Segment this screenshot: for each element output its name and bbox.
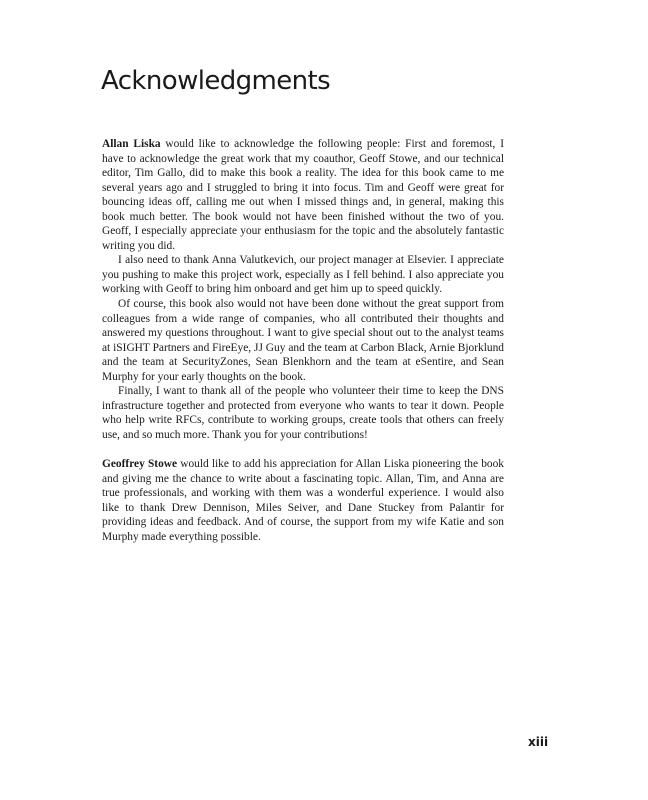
section-spacer <box>102 442 504 457</box>
paragraph <box>102 457 504 544</box>
acknowledgments-body <box>102 137 504 544</box>
paragraph: Finally, I want to thank all of the people who volunteer their time to keep the DNS infrastructure together and protected from everyone who wants to tear it down. People who help write RFCs, contribute to working groups, create tools that others can freely use, and so much more. Thank you for your contributions! <box>102 385 504 441</box>
paragraph-text: would like to add his appreciation for Allan Liska pioneering the book and giving me the chance to write about a fascinating topic. Allan, Tim, and Anna are true professionals, and working with them was a wonderful experience. I would also like to thank Drew Dennison, Miles Seiver, and Dane Stuckey from Palantir for providing ideas and feedback. And of course, the support from my wife Katie and son Murphy made everything possible. <box>102 457 504 543</box>
paragraph: Of course, this book also would not have been done without the great support from colleagues from a wide range of companies, who all contributed their thoughts and answered my questions throughout. I want to give special shout out to the analyst teams at iSIGHT Partners and FireEye, JJ Guy and the team at Carbon Black, Arnie Bjorklund and the team at SecurityZones, Sean Blenkhorn and the team at eSentire, and Sean Murphy for your early thoughts on the book. <box>102 298 504 383</box>
author-name: Geoffrey Stowe <box>102 457 178 470</box>
paragraph: I also need to thank Anna Valutkevich, our project manager at Elsevier. I appreciate you pushing to make this project work, especially as I fell behind. I also appreciate you working with Geoff to bring him onboard and get him up to speed quickly. <box>102 254 504 296</box>
paragraph-text: would like to acknowledge the following people: First and foremost, I have to acknowledge the great work that my coauthor, Geoff Stowe, and our technical editor, Tim Gallo, did to make this book a reality. The idea for this book came to me several years ago and I struggled to bring it into focus. Tim and Geoff were great for bouncing ideas off, calling me out when I missed things and, in general, making this book much better. The book would not have been finished without the two of you. Geoff, I especially appreciate your enthusiasm for the topic and the absolutely fantastic writing you did. <box>102 138 504 252</box>
author-name: Allan Liska <box>102 138 161 150</box>
paragraph <box>102 137 504 253</box>
page-number: xiii <box>528 735 549 749</box>
page-title: Acknowledgments <box>101 66 331 96</box>
